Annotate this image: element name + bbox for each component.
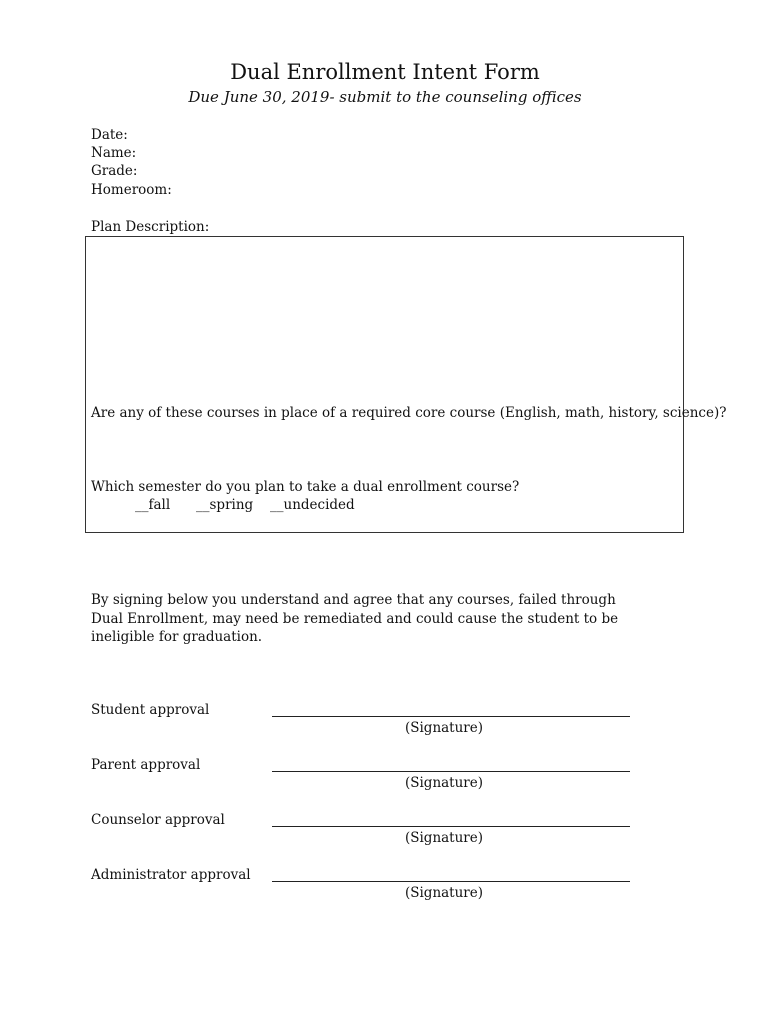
parent-signature-line[interactable] xyxy=(272,771,630,772)
semester-option-undecided[interactable]: __undecided xyxy=(270,497,355,513)
counselor-approval-label: Counselor approval xyxy=(91,812,225,828)
administrator-approval-label: Administrator approval xyxy=(91,867,251,883)
agreement-text: By signing below you understand and agree that any courses, failed through Dual Enrollment, may need be remediated and could cause the student to be ineligible for graduation. xyxy=(91,592,619,645)
student-signature-line[interactable] xyxy=(272,716,630,717)
semester-option-spring[interactable]: __spring xyxy=(196,497,254,513)
form-title: Dual Enrollment Intent Form xyxy=(230,60,540,84)
administrator-signature-caption: (Signature) xyxy=(404,885,484,901)
parent-approval-label: Parent approval xyxy=(91,757,201,773)
counselor-signature-caption: (Signature) xyxy=(404,830,484,846)
form-subtitle: Due June 30, 2019- submit to the counseling offices xyxy=(188,88,582,106)
semester-option-fall[interactable]: __fall xyxy=(135,497,171,513)
plan-description-label: Plan Description: xyxy=(91,219,210,235)
homeroom-field[interactable]: Homeroom: xyxy=(91,182,172,198)
semester-question: Which semester do you plan to take a dual enrollment course? xyxy=(91,479,520,495)
date-field[interactable]: Date: xyxy=(91,127,128,143)
student-signature-caption: (Signature) xyxy=(404,720,484,736)
grade-field[interactable]: Grade: xyxy=(91,163,138,179)
core-course-question: Are any of these courses in place of a required core course (English, math, history, science)? xyxy=(91,405,727,421)
parent-signature-caption: (Signature) xyxy=(404,775,484,791)
student-approval-label: Student approval xyxy=(91,702,210,718)
semester-options xyxy=(135,497,355,513)
counselor-signature-line[interactable] xyxy=(272,826,630,827)
administrator-signature-line[interactable] xyxy=(272,881,630,882)
name-field[interactable]: Name: xyxy=(91,145,137,161)
